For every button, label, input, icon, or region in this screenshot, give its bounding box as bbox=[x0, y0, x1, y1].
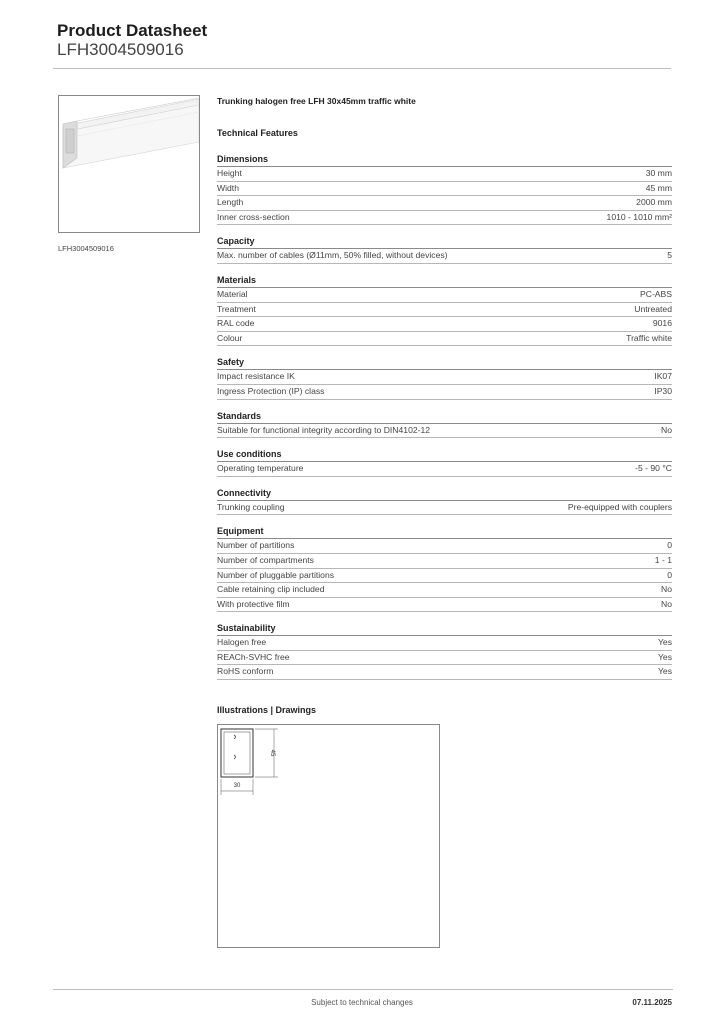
row-value: 30 mm bbox=[645, 168, 672, 178]
table-row bbox=[217, 211, 672, 226]
table-row bbox=[217, 462, 672, 477]
section-title: Capacity bbox=[217, 234, 672, 249]
row-value: No bbox=[661, 584, 672, 595]
table-row bbox=[217, 569, 672, 584]
width-dimension-label: 30 bbox=[233, 783, 241, 789]
section-title: Sustainability bbox=[217, 621, 672, 636]
row-value: Pre-equipped with couplers bbox=[567, 501, 672, 512]
table-row bbox=[217, 167, 672, 182]
row-label: Trunking coupling bbox=[217, 501, 285, 512]
row-label: Number of partitions bbox=[217, 540, 295, 551]
table-row bbox=[217, 385, 672, 400]
row-value: PC-ABS bbox=[640, 288, 672, 299]
feature-sections bbox=[217, 152, 672, 680]
table-row bbox=[217, 651, 672, 666]
row-value: IK07 bbox=[654, 371, 672, 382]
feature-section bbox=[217, 273, 672, 346]
illustrations-heading: Illustrations | Drawings bbox=[217, 705, 317, 715]
table-row bbox=[217, 424, 672, 439]
feature-section bbox=[217, 409, 672, 439]
row-value: No bbox=[661, 424, 672, 435]
page-title: Product Datasheet bbox=[57, 21, 208, 40]
feature-section bbox=[217, 355, 672, 399]
row-label: Number of pluggable partitions bbox=[217, 569, 335, 580]
table-row bbox=[217, 182, 672, 197]
table-row bbox=[217, 665, 672, 680]
row-label: Ingress Protection (IP) class bbox=[217, 385, 325, 396]
row-value: IP30 bbox=[654, 385, 672, 396]
table-row bbox=[217, 317, 672, 332]
row-label: Operating temperature bbox=[217, 463, 304, 474]
row-label: With protective film bbox=[217, 598, 290, 609]
section-title: Equipment bbox=[217, 524, 672, 539]
row-value: 1 - 1 bbox=[654, 554, 672, 565]
section-title: Safety bbox=[217, 355, 672, 370]
row-value: Traffic white bbox=[626, 332, 672, 343]
feature-section bbox=[217, 234, 672, 264]
row-label: REACh-SVHC free bbox=[217, 651, 290, 662]
row-value: -5 - 90 °C bbox=[635, 463, 672, 474]
row-label: RoHS conform bbox=[217, 666, 274, 677]
row-value: 5 bbox=[667, 250, 672, 261]
table-row bbox=[217, 501, 672, 516]
row-label: Number of compartments bbox=[217, 554, 314, 565]
table-row bbox=[217, 332, 672, 347]
row-label: Width bbox=[217, 182, 239, 193]
row-label: Inner cross-section bbox=[217, 211, 290, 222]
section-title: Dimensions bbox=[217, 152, 672, 167]
row-value: 0 bbox=[667, 569, 672, 580]
table-row bbox=[217, 554, 672, 569]
footer-divider bbox=[53, 989, 673, 990]
feature-section bbox=[217, 486, 672, 516]
feature-section bbox=[217, 447, 672, 477]
feature-section bbox=[217, 524, 672, 612]
row-label: Halogen free bbox=[217, 637, 267, 648]
product-description: Trunking halogen free LFH 30x45mm traffic white bbox=[217, 96, 416, 106]
technical-features-heading: Technical Features bbox=[217, 128, 298, 138]
table-row bbox=[217, 539, 672, 554]
table-row bbox=[217, 196, 672, 211]
trunking-illustration bbox=[59, 96, 199, 232]
header-divider bbox=[53, 68, 671, 69]
section-title: Use conditions bbox=[217, 447, 672, 462]
row-label: Colour bbox=[217, 332, 243, 343]
row-label: Treatment bbox=[217, 303, 256, 314]
row-label: Cable retaining clip included bbox=[217, 584, 325, 595]
row-label: Max. number of cables (Ø11mm, 50% filled, without devices) bbox=[217, 250, 448, 261]
product-code: LFH3004509016 bbox=[57, 40, 184, 59]
section-title: Standards bbox=[217, 409, 672, 424]
row-value: Untreated bbox=[634, 303, 672, 314]
row-label: Suitable for functional integrity according to DIN4102-12 bbox=[217, 424, 431, 435]
cross-section-drawing bbox=[218, 725, 439, 947]
row-value: 2000 mm bbox=[636, 197, 672, 208]
table-row bbox=[217, 636, 672, 651]
table-row bbox=[217, 598, 672, 613]
footer-note: Subject to technical changes bbox=[311, 998, 413, 1007]
row-label: RAL code bbox=[217, 318, 255, 329]
row-value: No bbox=[661, 598, 672, 609]
row-value: 9016 bbox=[652, 318, 672, 329]
footer-date: 07.11.2025 bbox=[632, 998, 672, 1007]
row-label: Height bbox=[217, 168, 242, 178]
row-value: Yes bbox=[657, 637, 672, 648]
table-row bbox=[217, 288, 672, 303]
section-title: Connectivity bbox=[217, 486, 672, 501]
table-row bbox=[217, 370, 672, 385]
product-image bbox=[58, 95, 200, 233]
row-value: 45 mm bbox=[645, 182, 672, 193]
row-label: Material bbox=[217, 288, 248, 299]
row-value: Yes bbox=[657, 651, 672, 662]
product-image-caption: LFH3004509016 bbox=[58, 244, 114, 253]
technical-content bbox=[217, 96, 672, 689]
feature-section bbox=[217, 152, 672, 225]
feature-section bbox=[217, 621, 672, 680]
table-row bbox=[217, 249, 672, 264]
row-label: Length bbox=[217, 197, 244, 208]
table-row bbox=[217, 303, 672, 318]
table-row bbox=[217, 583, 672, 598]
technical-drawing bbox=[217, 724, 440, 948]
height-dimension-label: 45 bbox=[269, 749, 275, 757]
row-label: Impact resistance IK bbox=[217, 371, 295, 382]
section-title: Materials bbox=[217, 273, 672, 288]
row-value: 0 bbox=[667, 540, 672, 551]
row-value: Yes bbox=[657, 666, 672, 677]
row-value: 1010 - 1010 mm² bbox=[606, 211, 672, 222]
